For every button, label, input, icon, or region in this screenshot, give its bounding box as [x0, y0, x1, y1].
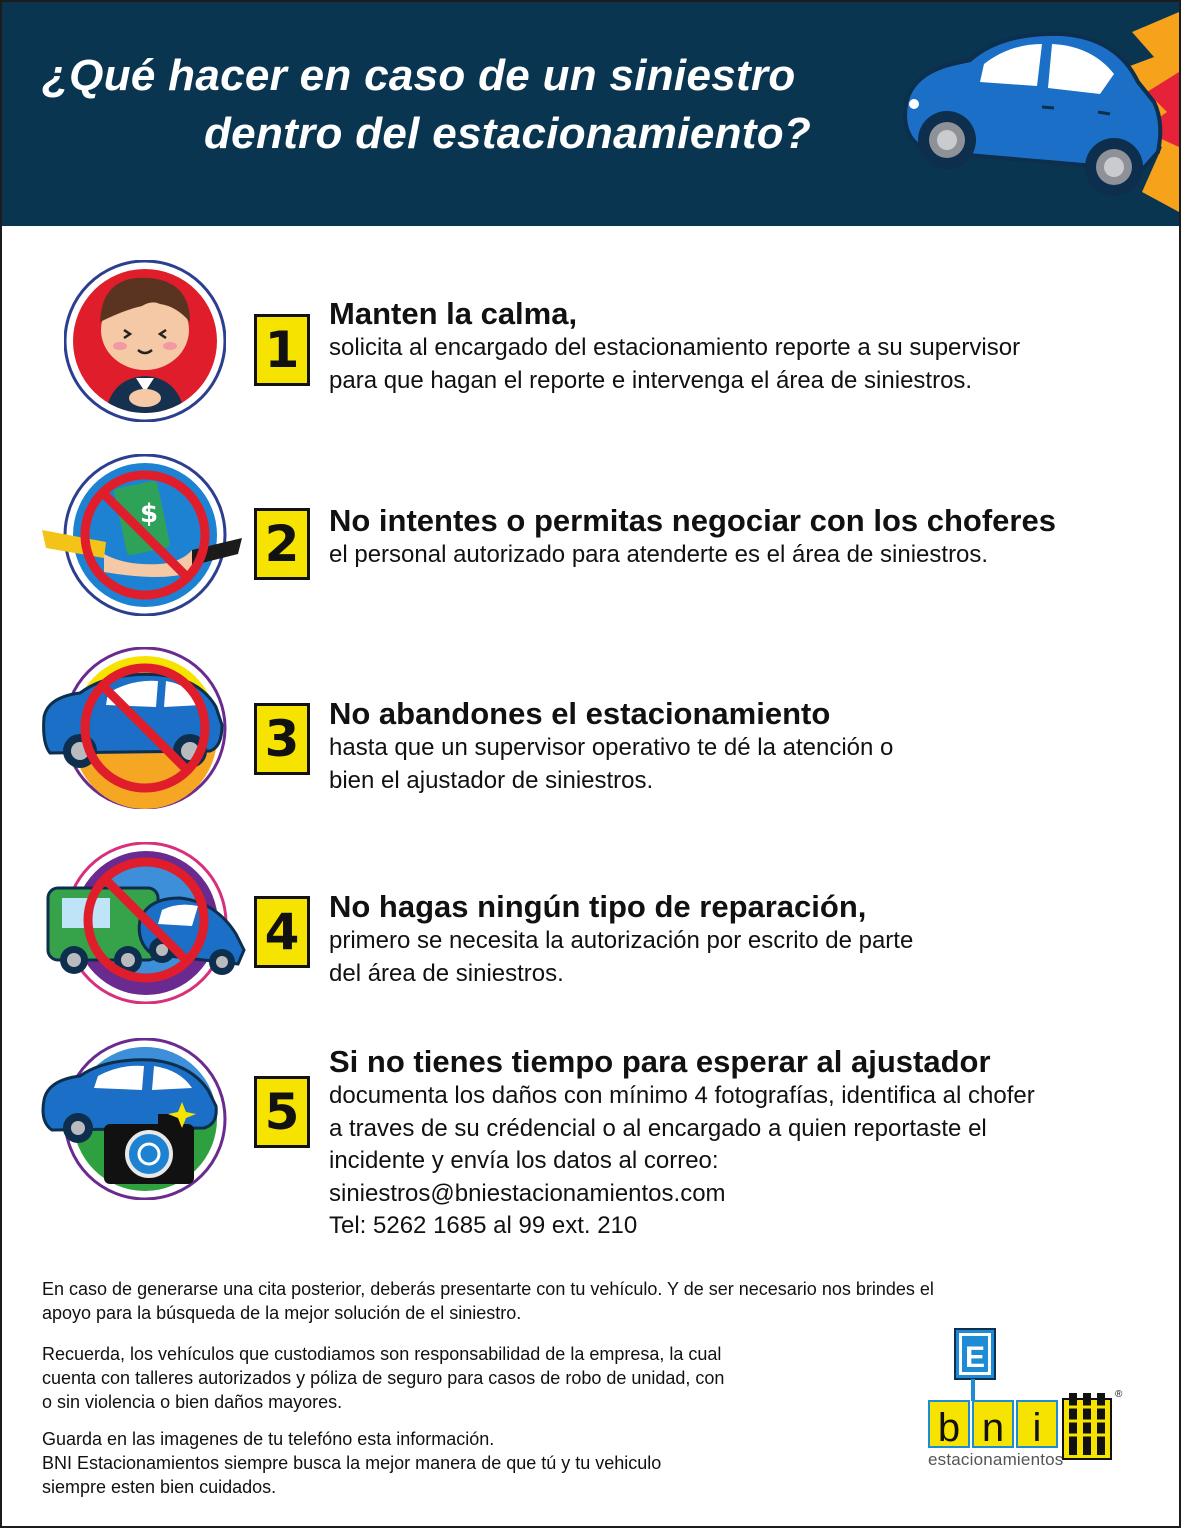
footer-line: o sin violencia o bien daños mayores.	[42, 1392, 343, 1412]
contact-phone: Tel: 5262 1685 al 99 ext. 210	[329, 1212, 638, 1239]
bni-logo-mark	[927, 1327, 1127, 1462]
step-text	[329, 696, 1159, 797]
crashed-car-icon	[892, 12, 1179, 217]
header-banner	[2, 2, 1179, 226]
no-leave-car-icon	[40, 647, 240, 809]
step-number: 2	[264, 515, 300, 573]
step-text	[329, 1044, 1159, 1243]
logo-subtitle: estacionamientos	[928, 1450, 1064, 1469]
page-title-line-1: ¿Qué hacer en caso de un siniestro	[42, 51, 796, 100]
step-number-badge	[254, 896, 310, 968]
calm-person-icon	[64, 260, 226, 422]
footer-line: Guarda en las imagenes de tu telefóno esta información.	[42, 1429, 495, 1449]
step-heading: No hagas ningún tipo de reparación,	[329, 889, 867, 924]
step-heading: No abandones el estacionamiento	[329, 696, 831, 731]
step-line: documenta los daños con mínimo 4 fotografías, identifica al chofer	[329, 1082, 1035, 1109]
step-number: 1	[264, 321, 300, 379]
step-number-badge	[254, 314, 310, 386]
step-line: primero se necesita la autorización por escrito de parte	[329, 927, 914, 954]
logo-sign-letter: E	[964, 1341, 986, 1374]
footer-line: siempre esten bien cuidados.	[42, 1477, 277, 1497]
logo-letter-n: n	[981, 1406, 1005, 1450]
step-heading: Si no tienes tiempo para esperar al ajustador	[329, 1044, 991, 1079]
step-number-badge	[254, 703, 310, 775]
step-heading: Manten la calma,	[329, 296, 578, 331]
step-heading: No intentes o permitas negociar con los choferes	[329, 503, 1056, 538]
step-number-badge	[254, 1076, 310, 1148]
no-repair-icon	[40, 842, 250, 1004]
step-text	[329, 296, 1159, 397]
logo-letter-b: b	[937, 1406, 961, 1450]
footer-line: apoyo para la búsqueda de la mejor solución de el siniestro.	[42, 1303, 522, 1323]
footer-line: Recuerda, los vehículos que custodiamos son responsabilidad de la empresa, la cual	[42, 1344, 722, 1364]
logo-registered: ®	[1115, 1389, 1123, 1400]
step-line: incidente y envía los datos al correo:	[329, 1147, 719, 1174]
step-line: bien el ajustador de siniestros.	[329, 766, 654, 794]
step-number: 5	[264, 1083, 300, 1141]
step-line: hasta que un supervisor operativo te dé la atención o	[329, 734, 894, 761]
footer-line: En caso de generarse una cita posterior, deberás presentarte con tu vehículo. Y de ser necesario nos brindes el	[42, 1279, 934, 1299]
page-title-line-2: dentro del estacionamiento?	[204, 109, 812, 158]
bni-logo	[927, 1327, 1127, 1467]
step-number: 4	[264, 903, 300, 961]
step-text	[329, 889, 1159, 990]
step-number-badge	[254, 508, 310, 580]
footer-line: cuenta con talleres autorizados y póliza de seguro para casos de robo de unidad, con	[42, 1368, 725, 1388]
camera-car-icon	[40, 1038, 240, 1200]
step-line: el personal autorizado para atenderte es el área de siniestros.	[329, 541, 989, 568]
step-line: para que hagan el reporte e intervenga el área de siniestros.	[329, 366, 973, 394]
contact-email: siniestros@bniestacionamientos.com	[329, 1179, 726, 1207]
step-line: del área de siniestros.	[329, 959, 564, 987]
no-bribe-icon	[42, 454, 242, 616]
footer-line: BNI Estacionamientos siempre busca la mejor manera de que tú y tu vehiculo	[42, 1453, 662, 1473]
step-line: solicita al encargado del estacionamiento reporte a su supervisor	[329, 334, 1021, 361]
footer-paragraph-1	[42, 1277, 1102, 1325]
svg-text:$: $	[140, 499, 159, 529]
step-line: a traves de su crédencial o al encargado a quien reportaste el	[329, 1114, 987, 1142]
step-number: 3	[264, 710, 300, 768]
logo-letter-i: i	[1032, 1406, 1042, 1450]
step-text	[329, 503, 1159, 572]
